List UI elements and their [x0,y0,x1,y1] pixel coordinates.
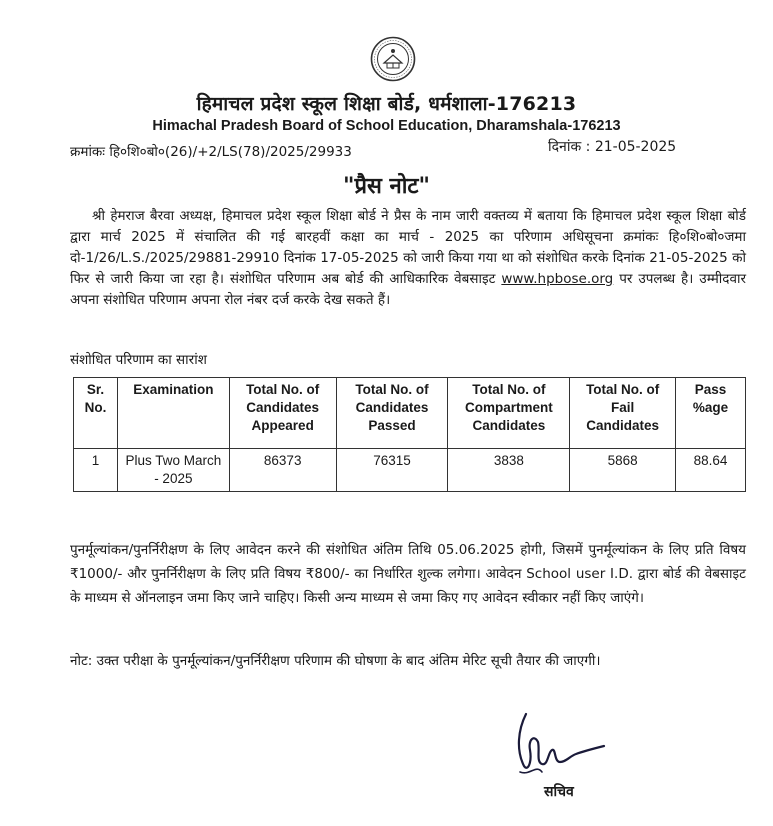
result-summary-label: संशोधित परिणाम का सारांश [70,352,207,368]
col-header-sr-no: Sr. No. [74,378,118,449]
reference-number: क्रमांकः हि०शि०बो०(26)/+2/LS(78)/2025/29933 [70,144,352,160]
col-header-pass-percentage: Pass %age [676,378,746,449]
signature-icon [512,706,608,784]
cell-appeared: 86373 [229,449,336,492]
press-note-heading: "प्रैस नोट" [343,174,430,199]
cell-pass-percentage: 88.64 [676,449,746,492]
col-header-passed: Total No. of Candidates Passed [336,378,448,449]
secretary-designation: सचिव [544,784,574,800]
board-emblem-icon [370,36,416,82]
col-header-fail: Total No. of Fail Candidates [570,378,676,449]
cell-fail: 5868 [570,449,676,492]
col-header-appeared: Total No. of Candidates Appeared [229,378,336,449]
cell-sr-no: 1 [74,449,118,492]
board-title-hindi: हिमाचल प्रदेश स्कूल शिक्षा बोर्ड, धर्मशाला-176213 [196,93,577,115]
cell-examination: Plus Two March - 2025 [117,449,229,492]
col-header-examination: Examination [117,378,229,449]
table-header-row [74,378,746,449]
revaluation-paragraph: पुनर्मूल्यांकन/पुनर्निरीक्षण के लिए आवेदन करने की संशोधित अंतिम तिथि 05.06.2025 होगी, जिसमें पुनर्मूल्यांकन के लिए प्रति विषय ₹1000/- और पुनर्निरीक्षण के लिए प्रति विषय ₹800/- का निर्धारित शुल्क लगेगा। आवेदन School user I.D. द्वारा बोर्ड की वेबसाइट के माध्यम से ऑनलाइन जमा किए जाने चाहिए। किसी अन्य माध्यम से जमा किए गए आवेदन स्वीकार नहीं किए जाएंगे। [70,542,746,606]
result-summary-table [73,377,746,492]
website-link[interactable]: www.hpbose.org [501,271,614,287]
issue-date: दिनांक : 21-05-2025 [548,139,677,155]
press-note-paragraph [70,206,746,311]
paragraph-text-end: पर उपलब्ध है। उम्मीदवार अपना संशोधित परिणाम अपना रोल नंबर दर्ज करके देख सकते हैं। [70,271,746,308]
board-title-english: Himachal Pradesh Board of School Education, Dharamshala-176213 [152,118,621,134]
col-header-compartment: Total No. of Compartment Candidates [448,378,570,449]
cell-passed: 76315 [336,449,448,492]
paragraph-text-start: श्री हेमराज बैरवा अध्यक्ष, हिमाचल प्रदेश स्कूल शिक्षा बोर्ड ने प्रैस के नाम जारी वक्तव्य में बताया कि हिमाचल प्रदेश स्कूल शिक्षा बोर्ड द्वारा मार्च 2025 में संचालित की गई बारहवीं कक्षा का मार्च - 2025 का परिणाम अधिसूचना क्रमांकः हि०शि०बो०जमा दो-1/26/L.S./2025/29881-29910 दिनांक 17-05-2025 को जारी किया गया था को संशोधित करके दिनांक 21-05-2025 को फिर से जारी किया जा रहा है। संशोधित परिणाम अब बोर्ड की आधिकारिक वेबसाइट [70,208,746,287]
cell-compartment: 3838 [448,449,570,492]
table-row [74,449,746,492]
merit-list-note: नोट: उक्त परीक्षा के पुनर्मूल्यांकन/पुनर्निरीक्षण परिणाम की घोषणा के बाद अंतिम मेरिट सूची तैयार की जाएगी। [70,653,601,669]
